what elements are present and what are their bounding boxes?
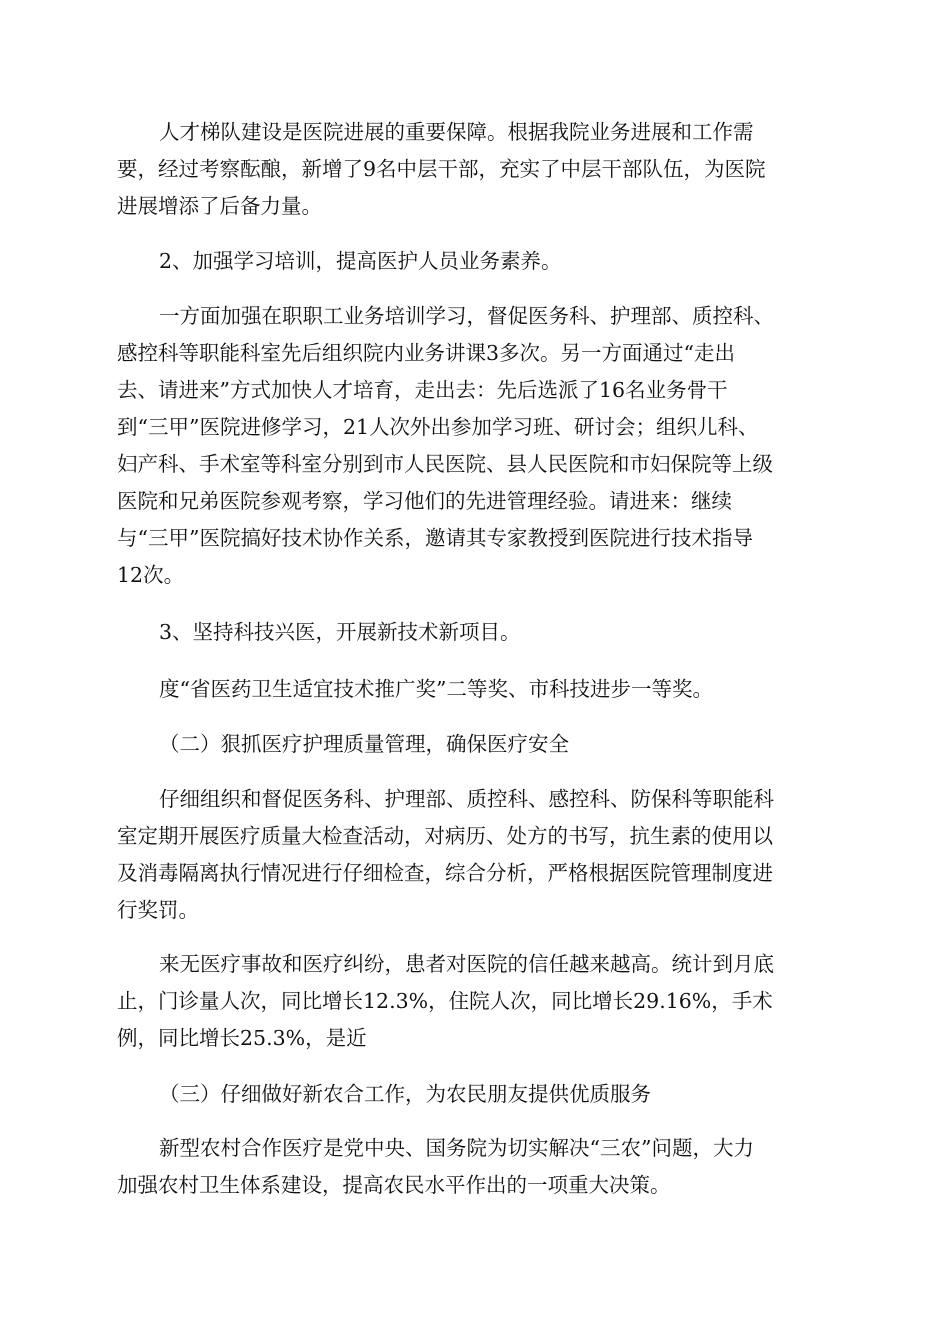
paragraph-talent-echelon [117,114,837,225]
paragraph-line: 进展增添了后备力量。 [117,194,322,218]
heading-line: （二）狠抓医疗护理质量管理，确保医疗安全 [159,732,569,756]
paragraph-statistics [117,946,837,1057]
paragraph-line: 要，经过考察酝酿，新增了9名中层干部，充实了中层干部队伍，为医院 [117,157,766,181]
section-heading-technology [117,614,837,651]
paragraph-line: 及消毒隔离执行情况进行仔细检查，综合分析，严格根据医院管理制度进 [117,861,773,885]
paragraph-line: 12次。 [117,563,185,587]
paragraph-quality [117,781,837,929]
paragraph-line: 人才梯队建设是医院进展的重要保障。根据我院业务进展和工作需 [159,120,754,144]
paragraph-line: 止，门诊量人次，同比增长12.3%，住院人次，同比增长29.16%，手术 [117,989,773,1013]
heading-line: （三）仔细做好新农合工作，为农民朋友提供优质服务 [159,1082,651,1106]
paragraph-line: 新型农村合作医疗是党中央、国务院为切实解决“三农”问题，大力 [159,1136,754,1160]
paragraph-line: 来无医疗事故和医疗纠纷，患者对医院的信任越来越高。统计到月底 [159,952,774,976]
paragraph-line: 医院和兄弟医院参观考察，学习他们的先进管理经验。请进来：继续 [117,489,732,513]
paragraph-line: 室定期开展医疗质量大检查活动，对病历、处方的书写，抗生素的使用以 [117,824,773,848]
paragraph-line: 一方面加强在职职工业务培训学习，督促医务科、护理部、质控科、 [159,304,774,328]
paragraph-line: 感控科等职能科室先后组织院内业务讲课3多次。另一方面通过“走出 [117,341,736,365]
paragraph-line: 与“三甲”医院搞好技术协作关系，邀请其专家教授到医院进行技术指导 [117,526,753,550]
paragraph-line: 例，同比增长25.3%，是近 [117,1026,367,1050]
section-heading-quality [117,726,837,763]
paragraph-line: 加强农村卫生体系建设，提高农民水平作出的一项重大决策。 [117,1173,671,1197]
paragraph-line: 行奖罚。 [117,898,199,922]
heading-line: 2、加强学习培训，提高医护人员业务素养。 [159,249,562,273]
paragraph-awards [117,671,837,708]
paragraph-line: 到“三甲”医院进修学习，21人次外出参加学习班、研讨会；组织儿科、 [117,415,759,439]
paragraph-line: 度“省医药卫生适宜技术推广奖”二等奖、市科技进步一等奖。 [159,677,713,701]
paragraph-rural-cooperative [117,1130,837,1204]
paragraph-line: 去、请进来”方式加快人才培育，走出去：先后选派了16名业务骨干 [117,378,728,402]
section-heading-training [117,243,837,280]
heading-line: 3、坚持科技兴医，开展新技术新项目。 [159,620,521,644]
paragraph-line: 仔细组织和督促医务科、护理部、质控科、感控科、防保科等职能科 [159,787,774,811]
paragraph-training [117,298,837,594]
paragraph-line: 妇产科、手术室等科室分别到市人民医院、县人民医院和市妇保院等上级 [117,452,773,476]
section-heading-rural-cooperative [117,1076,837,1113]
